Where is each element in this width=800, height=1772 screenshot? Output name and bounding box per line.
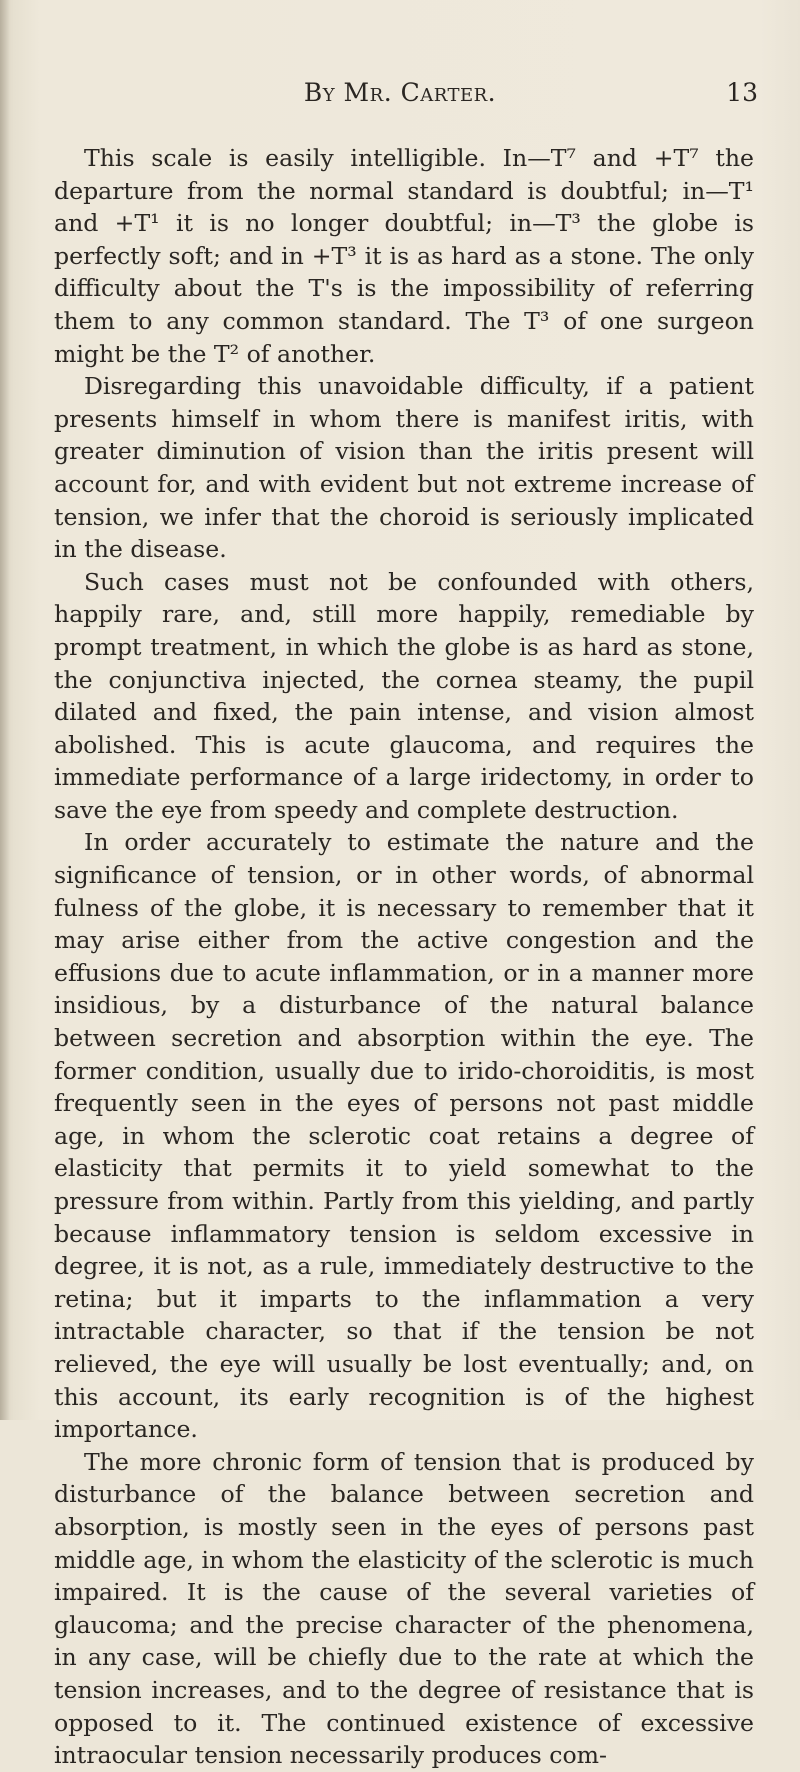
paragraph-3: Such cases must not be confounded with others, happily rare, and, still more happily, remediable by prompt treatment, in which the globe is as hard as stone, the conjunctiva injected, the cornea steamy, the pupil dilated and fixed, the pain intense, and vision almost abolished. This is acute glaucoma, and requires the immediate performance of a large iridectomy, in order to save the eye from speedy and complete destruction.	[54, 567, 754, 824]
paragraph-5: The more chronic form of tension that is produced by disturbance of the balance between secretion and absorption, is mostly seen in the eyes of persons past middle age, in whom the elasticity of the sclerotic is much impaired. It is the cause of the several varieties of glaucoma; and the precise character of the phenomena, in any case, will be chiefly due to the rate at which the tension increases, and to the degree of resistance that is opposed to it. The continued existence of excessive intraocular tension necessarily produces com-	[54, 1447, 754, 1770]
body-text	[54, 142, 754, 1772]
paragraph-4: In order accurately to estimate the nature and the significance of tension, or in other words, of abnormal fulness of the globe, it is necessary to remember that it may arise either from the active congestion and the effusions due to acute inflammation, or in a manner more insidious, by a disturbance of the natural balance between secretion and absorption within the eye. The former condition, usually due to irido-choroiditis, is most frequently seen in the eyes of persons not past middle age, in whom the sclerotic coat retains a degree of elasticity that permits it to yield somewhat to the pressure from within. Partly from this yielding, and partly because inflammatory tension is seldom excessive in degree, it is not, as a rule, immediately destructive to the retina; but it imparts to the inflammation a very intractable character, so that if the tension be not relieved, the eye will usually be lost eventually; and, on this account, its early recognition is of the highest importance.	[54, 828, 754, 1444]
paragraph-1: This scale is easily intelligible. In—T⁷ and +T⁷ the departure from the normal standard is doubtful; in—T¹ and +T¹ it is no longer doubtful; in—T³ the globe is perfectly soft; and in +T³ it is as hard as a stone. The only difficulty about the T's is the impossibility of referring them to any common standard. The T³ of one surgeon might be the T² of another.	[54, 144, 754, 368]
paragraph-2: Disregarding this unavoidable difficulty, if a patient presents himself in whom there is manifest iritis, with greater diminution of vision than the iritis present will account for, and with evident but not extreme increase of tension, we infer that the choroid is seriously implicated in the disease.	[54, 372, 754, 564]
page-header	[0, 78, 800, 118]
gutter-shadow	[0, 0, 10, 1420]
running-head: By Mr. Carter.	[303, 78, 497, 107]
page-number: 13	[726, 78, 758, 107]
